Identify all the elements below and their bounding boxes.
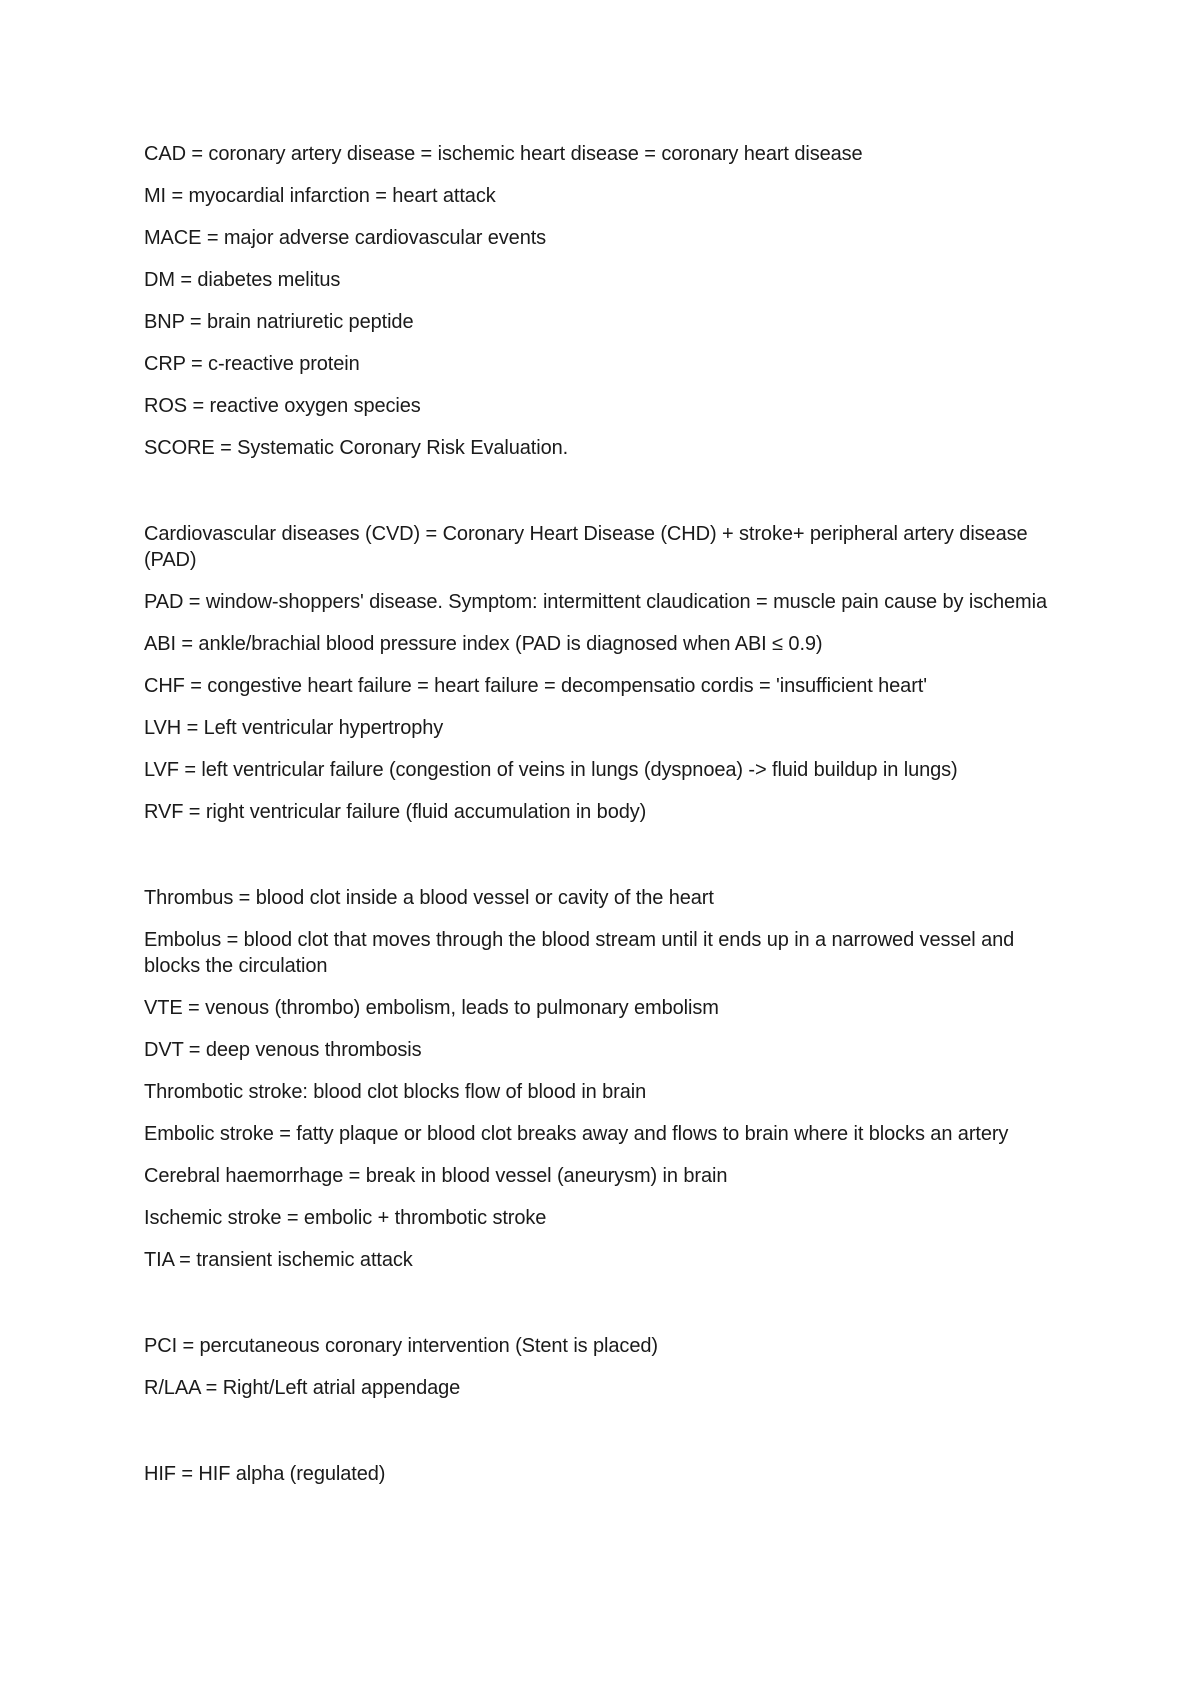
definition-cvd: Cardiovascular diseases (CVD) = Coronary Heart Disease (CHD) + stroke+ peripheral artery disease (PAD) <box>144 523 1028 571</box>
definition-dm: DM = diabetes melitus <box>144 269 341 291</box>
definition-vte: VTE = venous (thrombo) embolism, leads to pulmonary embolism <box>144 997 719 1019</box>
document-page <box>144 141 1059 1503</box>
definition-tia: TIA = transient ischemic attack <box>144 1249 413 1271</box>
section-cardiovascular <box>144 521 1059 825</box>
definition-dvt: DVT = deep venous thrombosis <box>144 1039 422 1061</box>
definition-pad: PAD = window-shoppers' disease. Symptom: intermittent claudication = muscle pain cause by ischemia <box>144 591 1047 613</box>
definition-score: SCORE = Systematic Coronary Risk Evaluation. <box>144 437 569 459</box>
section-gap <box>144 841 1059 885</box>
definition-hif: HIF = HIF alpha (regulated) <box>144 1463 386 1485</box>
definition-lvf: LVF = left ventricular failure (congestion of veins in lungs (dyspnoea) -> fluid buildup in lungs) <box>144 759 958 781</box>
definition-ischemic-stroke: Ischemic stroke = embolic + thrombotic stroke <box>144 1207 547 1229</box>
section-thrombosis <box>144 885 1059 1273</box>
definition-cad: CAD = coronary artery disease = ischemic heart disease = coronary heart disease <box>144 143 863 165</box>
section-abbreviations <box>144 141 1059 461</box>
section-interventions <box>144 1333 1059 1401</box>
definition-embolus: Embolus = blood clot that moves through the blood stream until it ends up in a narrowed vessel and blocks the circulation <box>144 929 1015 977</box>
definition-abi: ABI = ankle/brachial blood pressure index (PAD is diagnosed when ABI ≤ 0.9) <box>144 633 823 655</box>
definition-laa: R/LAA = Right/Left atrial appendage <box>144 1377 461 1399</box>
definition-lvh: LVH = Left ventricular hypertrophy <box>144 717 444 739</box>
definition-rvf: RVF = right ventricular failure (fluid accumulation in body) <box>144 801 647 823</box>
section-hif <box>144 1461 1059 1487</box>
definition-mace: MACE = major adverse cardiovascular events <box>144 227 547 249</box>
definition-crp: CRP = c-reactive protein <box>144 353 360 375</box>
definition-bnp: BNP = brain natriuretic peptide <box>144 311 414 333</box>
section-gap <box>144 1417 1059 1461</box>
definition-ros: ROS = reactive oxygen species <box>144 395 421 417</box>
definition-cerebral-haemorrhage: Cerebral haemorrhage = break in blood vessel (aneurysm) in brain <box>144 1165 728 1187</box>
definition-thrombus: Thrombus = blood clot inside a blood vessel or cavity of the heart <box>144 887 714 909</box>
definition-thrombotic-stroke: Thrombotic stroke: blood clot blocks flow of blood in brain <box>144 1081 647 1103</box>
section-gap <box>144 477 1059 521</box>
definition-mi: MI = myocardial infarction = heart attack <box>144 185 496 207</box>
definition-chf: CHF = congestive heart failure = heart failure = decompensatio cordis = 'insufficient heart' <box>144 675 927 697</box>
definition-pci: PCI = percutaneous coronary intervention (Stent is placed) <box>144 1335 658 1357</box>
section-gap <box>144 1289 1059 1333</box>
definition-embolic-stroke: Embolic stroke = fatty plaque or blood clot breaks away and flows to brain where it blocks an artery <box>144 1123 1009 1145</box>
